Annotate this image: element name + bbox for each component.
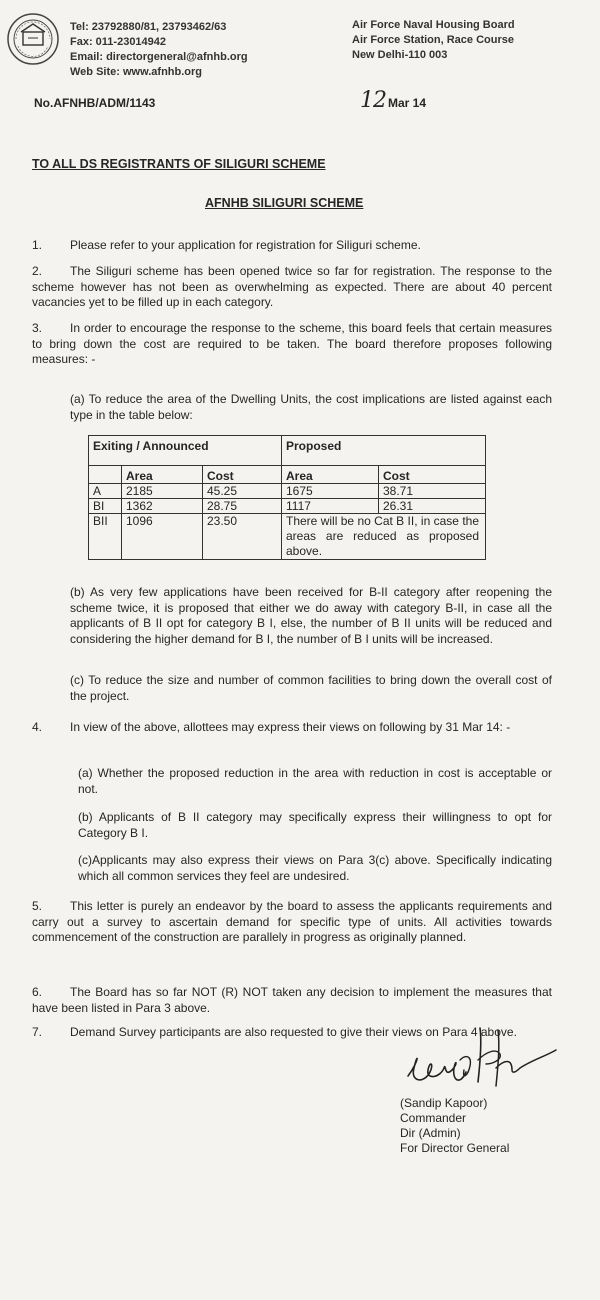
paragraph-number: 5. — [32, 899, 43, 913]
row-area: 1362 — [122, 499, 203, 514]
paragraph-4c: (c)Applicants may also express their views on Para 3(c) above. Specifically indicating which all common services they feel are undesired. — [78, 853, 552, 883]
paragraph-text: Please refer to your application for registration for Siliguri scheme. — [70, 238, 421, 252]
paragraph-text: The Siliguri scheme has been opened twice so far for registration. The response to the scheme however has not been as overwhelming as expected. There are about 40 percent vacancies yet to be filled up in each category. — [32, 264, 552, 309]
paragraph-4b: (b) Applicants of B II category may specifically express their willingness to opt for Category B I. — [78, 810, 552, 840]
email-line: Email: directorgeneral@afnhb.org — [70, 51, 248, 63]
addressee: TO ALL DS REGISTRANTS OF SILIGURI SCHEME — [32, 157, 326, 171]
row-cost: 23.50 — [203, 514, 282, 560]
table-row — [89, 499, 486, 514]
date-month-year: Mar 14 — [388, 96, 427, 110]
paragraph-number: 4. — [32, 720, 43, 734]
cost-table-wrapper — [88, 435, 486, 560]
paragraph-2 — [32, 264, 552, 311]
table-row — [89, 514, 486, 560]
fax-line: Fax: 011-23014942 — [70, 36, 167, 48]
row-proposed-note: There will be no Cat B II, in case the areas are reduced as proposed above. — [282, 514, 486, 560]
paragraph-number: 6. — [32, 985, 43, 999]
handwritten-day: 12 — [360, 88, 386, 113]
row-area: 2185 — [122, 484, 203, 499]
type-header — [89, 466, 122, 484]
cost-table — [88, 435, 486, 560]
paragraph-text: The Board has so far NOT (R) NOT taken any decision to implement the measures that have been listed in Para 3 above. — [32, 985, 552, 1015]
row-proposed-cost: 26.31 — [379, 499, 486, 514]
row-type: BII — [89, 514, 122, 560]
paragraph-text: Demand Survey participants are also requested to give their views on Para 4 above. — [70, 1025, 517, 1039]
paragraph-number: 2. — [32, 264, 43, 278]
row-cost: 45.25 — [203, 484, 282, 499]
table-row — [89, 484, 486, 499]
row-type: A — [89, 484, 122, 499]
signatory-designation: Dir (Admin) — [400, 1126, 461, 1140]
existing-header: Exiting / Announced — [89, 436, 282, 466]
signature-block — [400, 1096, 509, 1156]
proposed-cost-header: Cost — [379, 466, 486, 484]
signatory-for-line: For Director General — [400, 1141, 510, 1155]
paragraph-text: This letter is purely an endeavor by the board to assess the applicants requirements and carry out a survey to ascertain demand for specific type of units. All activities towards commencement of the construction are parallely in progress as originally planned. — [32, 899, 552, 944]
row-proposed-area: 1117 — [282, 499, 379, 514]
contact-block — [70, 20, 248, 80]
letter-date — [360, 88, 426, 113]
paragraph-5 — [32, 899, 552, 946]
subject-heading: AFNHB SILIGURI SCHEME — [205, 196, 364, 210]
paragraph-3b: (b) As very few applications have been received for B-II category after reopening the scheme twice, it is proposed that either we do away with category B-II, in case all the applicants of B II opt for category B I, else, the number of B II units will be reduced and considering the higher demand for B I, the number of B I units will be increased. — [70, 585, 552, 646]
org-station: Air Force Station, Race Course — [352, 34, 514, 46]
handwritten-signature — [400, 1020, 560, 1096]
paragraph-text: In order to encourage the response to the scheme, this board feels that certain measures to bring down the cost are required to be taken. The board therefore proposes following measures: - — [32, 321, 552, 366]
row-type: BI — [89, 499, 122, 514]
org-name: Air Force Naval Housing Board — [352, 19, 515, 31]
paragraph-number: 7. — [32, 1025, 43, 1039]
paragraph-3a: (a) To reduce the area of the Dwelling Units, the cost implications are listed against each type in the table below: — [70, 392, 552, 422]
row-area: 1096 — [122, 514, 203, 560]
row-proposed-area: 1675 — [282, 484, 379, 499]
phone-line: Tel: 23792880/81, 23793462/63 — [70, 21, 227, 33]
paragraph-number: 1. — [32, 238, 43, 252]
paragraph-4 — [32, 720, 552, 736]
paragraph-text: In view of the above, allottees may express their views on following by 31 Mar 14: - — [70, 720, 511, 734]
signatory-name: (Sandip Kapoor) — [400, 1096, 488, 1110]
cost-header: Cost — [203, 466, 282, 484]
organisation-address — [352, 18, 515, 63]
paragraph-number: 3. — [32, 321, 43, 335]
row-cost: 28.75 — [203, 499, 282, 514]
row-proposed-cost: 38.71 — [379, 484, 486, 499]
website-line: Web Site: www.afnhb.org — [70, 66, 202, 78]
board-seal-logo — [6, 12, 60, 66]
paragraph-3 — [32, 321, 552, 368]
paragraph-1 — [32, 238, 552, 254]
proposed-area-header: Area — [282, 466, 379, 484]
area-header: Area — [122, 466, 203, 484]
proposed-header: Proposed — [282, 436, 486, 466]
org-city: New Delhi-110 003 — [352, 49, 448, 61]
paragraph-6 — [32, 985, 552, 1016]
signatory-rank: Commander — [400, 1111, 467, 1125]
reference-number: No.AFNHB/ADM/1143 — [34, 96, 156, 110]
paragraph-4a: (a) Whether the proposed reduction in the area with reduction in cost is acceptable or not. — [78, 766, 552, 796]
paragraph-3c: (c) To reduce the size and number of common facilities to bring down the overall cost of the project. — [70, 673, 552, 703]
